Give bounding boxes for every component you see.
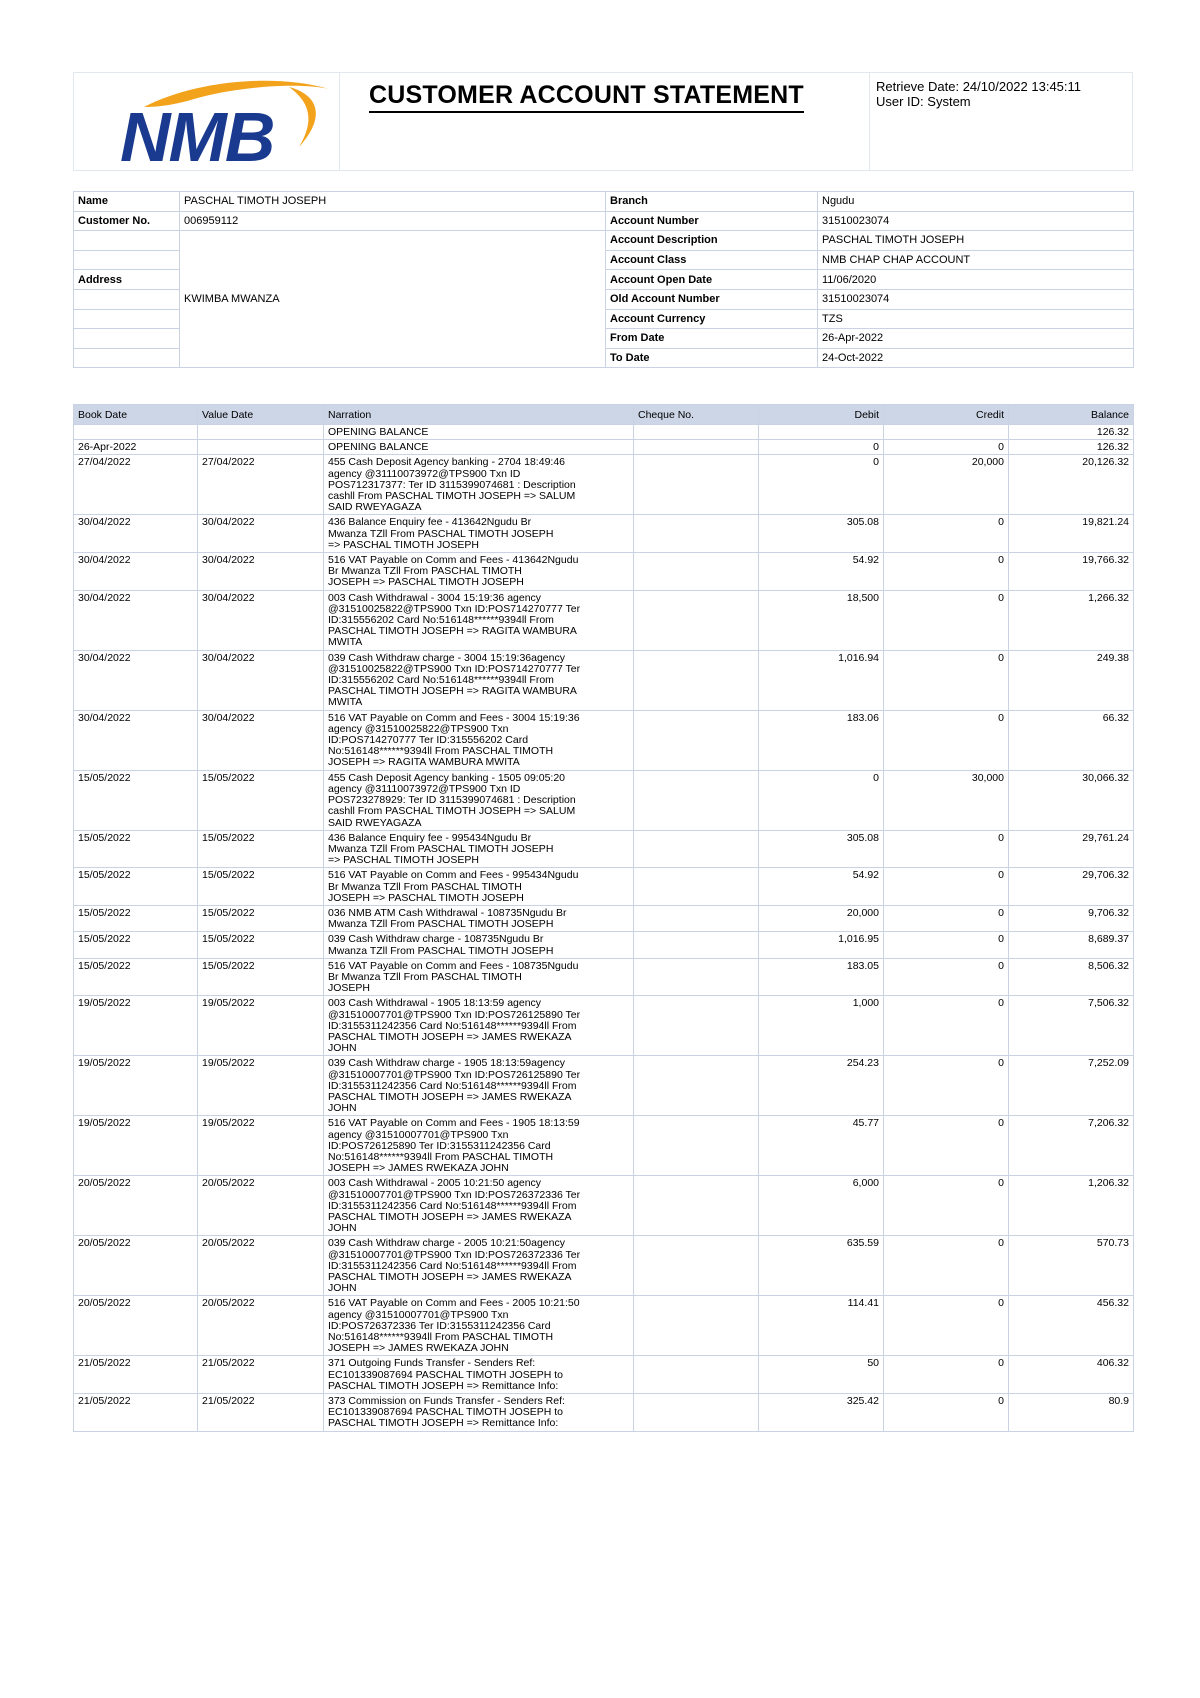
address-value bbox=[180, 231, 606, 368]
info-row bbox=[74, 192, 1134, 212]
value-date-cell bbox=[198, 425, 324, 440]
value-date-cell: 15/05/2022 bbox=[198, 932, 324, 958]
debit-cell: 1,016.94 bbox=[759, 650, 884, 710]
balance-cell: 80.9 bbox=[1009, 1394, 1134, 1432]
value-date-cell: 21/05/2022 bbox=[198, 1394, 324, 1432]
credit-cell: 0 bbox=[884, 905, 1009, 931]
logo-swoosh-tail bbox=[289, 87, 316, 147]
branch-value: Ngudu bbox=[818, 192, 1134, 212]
empty-cell bbox=[74, 231, 180, 251]
table-row bbox=[74, 932, 1134, 958]
value-date-cell: 15/05/2022 bbox=[198, 868, 324, 906]
balance-cell: 20,126.32 bbox=[1009, 455, 1134, 515]
book-date-cell: 21/05/2022 bbox=[74, 1356, 198, 1394]
book-date-cell: 15/05/2022 bbox=[74, 770, 198, 830]
book-date-cell: 30/04/2022 bbox=[74, 710, 198, 770]
logo-cell bbox=[74, 73, 340, 170]
balance-cell: 8,506.32 bbox=[1009, 958, 1134, 996]
name-value: PASCHAL TIMOTH JOSEPH bbox=[180, 192, 606, 212]
credit-cell: 0 bbox=[884, 932, 1009, 958]
table-row bbox=[74, 1116, 1134, 1176]
address-text: KWIMBA MWANZA bbox=[184, 293, 280, 306]
cheque-no-cell bbox=[634, 958, 759, 996]
account-class-label: Account Class bbox=[606, 250, 818, 270]
value-date-cell: 19/05/2022 bbox=[198, 1116, 324, 1176]
book-date-cell: 30/04/2022 bbox=[74, 590, 198, 650]
balance-cell: 66.32 bbox=[1009, 710, 1134, 770]
credit-cell: 20,000 bbox=[884, 455, 1009, 515]
book-date-cell: 30/04/2022 bbox=[74, 515, 198, 553]
balance-cell: 1,266.32 bbox=[1009, 590, 1134, 650]
book-date-cell: 15/05/2022 bbox=[74, 932, 198, 958]
credit-cell: 0 bbox=[884, 440, 1009, 455]
book-date-cell: 26-Apr-2022 bbox=[74, 440, 198, 455]
balance-cell: 19,821.24 bbox=[1009, 515, 1134, 553]
empty-cell bbox=[74, 329, 180, 349]
col-book-date: Book Date bbox=[74, 405, 198, 425]
debit-cell bbox=[759, 425, 884, 440]
table-row bbox=[74, 1236, 1134, 1296]
account-description-value: PASCHAL TIMOTH JOSEPH bbox=[818, 231, 1134, 251]
cheque-no-cell bbox=[634, 868, 759, 906]
from-date-label: From Date bbox=[606, 329, 818, 349]
table-row bbox=[74, 553, 1134, 591]
value-date-cell: 21/05/2022 bbox=[198, 1356, 324, 1394]
account-description-label: Account Description bbox=[606, 231, 818, 251]
credit-cell: 0 bbox=[884, 958, 1009, 996]
book-date-cell: 30/04/2022 bbox=[74, 650, 198, 710]
table-row bbox=[74, 868, 1134, 906]
table-row bbox=[74, 1394, 1134, 1432]
book-date-cell: 15/05/2022 bbox=[74, 905, 198, 931]
debit-cell: 305.08 bbox=[759, 830, 884, 868]
value-date-cell: 15/05/2022 bbox=[198, 905, 324, 931]
account-currency-value: TZS bbox=[818, 309, 1134, 329]
book-date-cell: 19/05/2022 bbox=[74, 1056, 198, 1116]
account-number-label: Account Number bbox=[606, 211, 818, 231]
cheque-no-cell bbox=[634, 1176, 759, 1236]
credit-cell: 0 bbox=[884, 590, 1009, 650]
balance-cell: 1,206.32 bbox=[1009, 1176, 1134, 1236]
address-label: Address bbox=[74, 270, 180, 290]
cheque-no-cell bbox=[634, 996, 759, 1056]
cheque-no-cell bbox=[634, 932, 759, 958]
debit-cell: 635.59 bbox=[759, 1236, 884, 1296]
credit-cell: 0 bbox=[884, 1356, 1009, 1394]
table-row bbox=[74, 710, 1134, 770]
narration-cell: 455 Cash Deposit Agency banking - 1505 09:05:20 agency @31110073972@TPS900 Txn ID POS723278929: Ter ID 3115399074681 : Description cashll From PASCHAL TIMOTH JOSEPH => SALUM SAID RWEYAGAZA bbox=[324, 770, 634, 830]
cheque-no-cell bbox=[634, 1356, 759, 1394]
credit-cell: 0 bbox=[884, 553, 1009, 591]
credit-cell: 0 bbox=[884, 710, 1009, 770]
debit-cell: 6,000 bbox=[759, 1176, 884, 1236]
value-date-cell: 15/05/2022 bbox=[198, 958, 324, 996]
old-account-number-value: 31510023074 bbox=[818, 289, 1134, 309]
cheque-no-cell bbox=[634, 770, 759, 830]
page-title: CUSTOMER ACCOUNT STATEMENT bbox=[369, 81, 804, 113]
book-date-cell: 20/05/2022 bbox=[74, 1236, 198, 1296]
cheque-no-cell bbox=[634, 830, 759, 868]
debit-cell: 0 bbox=[759, 440, 884, 455]
table-row bbox=[74, 830, 1134, 868]
cheque-no-cell bbox=[634, 590, 759, 650]
balance-cell: 7,506.32 bbox=[1009, 996, 1134, 1056]
cheque-no-cell bbox=[634, 1056, 759, 1116]
value-date-cell: 15/05/2022 bbox=[198, 830, 324, 868]
col-cheque-no: Cheque No. bbox=[634, 405, 759, 425]
value-date-cell: 15/05/2022 bbox=[198, 770, 324, 830]
credit-cell: 0 bbox=[884, 650, 1009, 710]
narration-cell: OPENING BALANCE bbox=[324, 425, 634, 440]
account-open-date-value: 11/06/2020 bbox=[818, 270, 1134, 290]
narration-cell: 039 Cash Withdraw charge - 108735Ngudu Br Mwanza TZll From PASCHAL TIMOTH JOSEPH bbox=[324, 932, 634, 958]
account-currency-label: Account Currency bbox=[606, 309, 818, 329]
debit-cell: 54.92 bbox=[759, 868, 884, 906]
transactions-table bbox=[73, 404, 1134, 1432]
value-date-cell: 27/04/2022 bbox=[198, 455, 324, 515]
old-account-number-label: Old Account Number bbox=[606, 289, 818, 309]
col-credit: Credit bbox=[884, 405, 1009, 425]
narration-cell: 039 Cash Withdraw charge - 1905 18:13:59agency @31510007701@TPS900 Txn ID:POS726125890 Ter ID:3155311242356 Card No:516148******9394ll From PASCHAL TIMOTH JOSEPH => JAMES RWEKAZA JOHN bbox=[324, 1056, 634, 1116]
credit-cell bbox=[884, 425, 1009, 440]
book-date-cell bbox=[74, 425, 198, 440]
narration-cell: 455 Cash Deposit Agency banking - 2704 18:49:46 agency @31110073972@TPS900 Txn ID POS712317377: Ter ID 3115399074681 : Description cashll From PASCHAL TIMOTH JOSEPH => SALUM SAID RWEYAGAZA bbox=[324, 455, 634, 515]
value-date-cell: 30/04/2022 bbox=[198, 553, 324, 591]
retrieve-date: Retrieve Date: 24/10/2022 13:45:11 bbox=[876, 79, 1082, 94]
credit-cell: 0 bbox=[884, 996, 1009, 1056]
value-date-cell: 20/05/2022 bbox=[198, 1236, 324, 1296]
table-row bbox=[74, 440, 1134, 455]
book-date-cell: 20/05/2022 bbox=[74, 1296, 198, 1356]
narration-cell: 003 Cash Withdrawal - 2005 10:21:50 agency @31510007701@TPS900 Txn ID:POS726372336 Ter ID:3155311242356 Card No:516148******9394ll From PASCHAL TIMOTH JOSEPH => JAMES RWEKAZA JOHN bbox=[324, 1176, 634, 1236]
balance-cell: 19,766.32 bbox=[1009, 553, 1134, 591]
credit-cell: 0 bbox=[884, 1296, 1009, 1356]
credit-cell: 0 bbox=[884, 1116, 1009, 1176]
cheque-no-cell bbox=[634, 440, 759, 455]
narration-cell: 436 Balance Enquiry fee - 413642Ngudu Br Mwanza TZll From PASCHAL TIMOTH JOSEPH => PASCHAL TIMOTH JOSEPH bbox=[324, 515, 634, 553]
balance-cell: 249.38 bbox=[1009, 650, 1134, 710]
credit-cell: 0 bbox=[884, 830, 1009, 868]
balance-cell: 7,206.32 bbox=[1009, 1116, 1134, 1176]
table-row bbox=[74, 905, 1134, 931]
debit-cell: 0 bbox=[759, 770, 884, 830]
book-date-cell: 15/05/2022 bbox=[74, 830, 198, 868]
col-debit: Debit bbox=[759, 405, 884, 425]
cheque-no-cell bbox=[634, 1394, 759, 1432]
value-date-cell: 30/04/2022 bbox=[198, 590, 324, 650]
book-date-cell: 27/04/2022 bbox=[74, 455, 198, 515]
empty-cell bbox=[74, 250, 180, 270]
credit-cell: 0 bbox=[884, 1236, 1009, 1296]
value-date-cell: 20/05/2022 bbox=[198, 1296, 324, 1356]
narration-cell: 371 Outgoing Funds Transfer - Senders Ref: EC101339087694 PASCHAL TIMOTH JOSEPH to PASCHAL TIMOTH JOSEPH => Remittance Info: bbox=[324, 1356, 634, 1394]
balance-cell: 30,066.32 bbox=[1009, 770, 1134, 830]
balance-cell: 9,706.32 bbox=[1009, 905, 1134, 931]
table-row bbox=[74, 590, 1134, 650]
account-open-date-label: Account Open Date bbox=[606, 270, 818, 290]
debit-cell: 0 bbox=[759, 455, 884, 515]
table-row bbox=[74, 770, 1134, 830]
balance-cell: 7,252.09 bbox=[1009, 1056, 1134, 1116]
account-info-table bbox=[73, 191, 1134, 368]
debit-cell: 1,000 bbox=[759, 996, 884, 1056]
cheque-no-cell bbox=[634, 650, 759, 710]
balance-cell: 29,761.24 bbox=[1009, 830, 1134, 868]
book-date-cell: 15/05/2022 bbox=[74, 958, 198, 996]
debit-cell: 1,016.95 bbox=[759, 932, 884, 958]
debit-cell: 114.41 bbox=[759, 1296, 884, 1356]
narration-cell: 516 VAT Payable on Comm and Fees - 995434Ngudu Br Mwanza TZll From PASCHAL TIMOTH JOSEPH => PASCHAL TIMOTH JOSEPH bbox=[324, 868, 634, 906]
table-row bbox=[74, 455, 1134, 515]
table-row bbox=[74, 425, 1134, 440]
credit-cell: 0 bbox=[884, 868, 1009, 906]
info-row bbox=[74, 231, 1134, 251]
credit-cell: 0 bbox=[884, 515, 1009, 553]
debit-cell: 50 bbox=[759, 1356, 884, 1394]
cheque-no-cell bbox=[634, 425, 759, 440]
customer-no-label: Customer No. bbox=[74, 211, 180, 231]
debit-cell: 254.23 bbox=[759, 1056, 884, 1116]
cheque-no-cell bbox=[634, 1116, 759, 1176]
narration-cell: 516 VAT Payable on Comm and Fees - 2005 10:21:50 agency @31510007701@TPS900 Txn ID:POS726372336 Ter ID:3155311242356 Card No:516148******9394ll From PASCHAL TIMOTH JOSEPH => JAMES RWEKAZA JOHN bbox=[324, 1296, 634, 1356]
to-date-value: 24-Oct-2022 bbox=[818, 348, 1134, 368]
balance-cell: 126.32 bbox=[1009, 440, 1134, 455]
credit-cell: 0 bbox=[884, 1056, 1009, 1116]
narration-cell: OPENING BALANCE bbox=[324, 440, 634, 455]
book-date-cell: 15/05/2022 bbox=[74, 868, 198, 906]
account-number-value: 31510023074 bbox=[818, 211, 1134, 231]
narration-cell: 516 VAT Payable on Comm and Fees - 108735Ngudu Br Mwanza TZll From PASCHAL TIMOTH JOSEPH bbox=[324, 958, 634, 996]
empty-cell bbox=[74, 309, 180, 329]
debit-cell: 18,500 bbox=[759, 590, 884, 650]
statement-header bbox=[73, 72, 1133, 171]
table-row bbox=[74, 515, 1134, 553]
book-date-cell: 19/05/2022 bbox=[74, 1116, 198, 1176]
account-class-value: NMB CHAP CHAP ACCOUNT bbox=[818, 250, 1134, 270]
cheque-no-cell bbox=[634, 553, 759, 591]
table-row bbox=[74, 996, 1134, 1056]
cheque-no-cell bbox=[634, 905, 759, 931]
balance-cell: 570.73 bbox=[1009, 1236, 1134, 1296]
narration-cell: 373 Commission on Funds Transfer - Senders Ref: EC101339087694 PASCHAL TIMOTH JOSEPH to PASCHAL TIMOTH JOSEPH => Remittance Info: bbox=[324, 1394, 634, 1432]
credit-cell: 0 bbox=[884, 1176, 1009, 1236]
balance-cell: 456.32 bbox=[1009, 1296, 1134, 1356]
to-date-label: To Date bbox=[606, 348, 818, 368]
value-date-cell: 19/05/2022 bbox=[198, 1056, 324, 1116]
debit-cell: 54.92 bbox=[759, 553, 884, 591]
logo-text: NMB bbox=[120, 98, 274, 169]
narration-cell: 039 Cash Withdraw charge - 2005 10:21:50agency @31510007701@TPS900 Txn ID:POS726372336 Ter ID:3155311242356 Card No:516148******9394ll From PASCHAL TIMOTH JOSEPH => JAMES RWEKAZA JOHN bbox=[324, 1236, 634, 1296]
narration-cell: 436 Balance Enquiry fee - 995434Ngudu Br Mwanza TZll From PASCHAL TIMOTH JOSEPH => PASCHAL TIMOTH JOSEPH bbox=[324, 830, 634, 868]
debit-cell: 325.42 bbox=[759, 1394, 884, 1432]
col-balance: Balance bbox=[1009, 405, 1134, 425]
title-cell bbox=[339, 73, 870, 170]
value-date-cell: 30/04/2022 bbox=[198, 650, 324, 710]
info-row bbox=[74, 211, 1134, 231]
cheque-no-cell bbox=[634, 1296, 759, 1356]
empty-cell bbox=[74, 289, 180, 309]
empty-cell bbox=[74, 348, 180, 368]
table-row bbox=[74, 1056, 1134, 1116]
narration-cell: 516 VAT Payable on Comm and Fees - 3004 15:19:36 agency @31510025822@TPS900 Txn ID:POS714270777 Ter ID:315556202 Card No:516148******9394ll From PASCHAL TIMOTH JOSEPH => RAGITA WAMBURA MWITA bbox=[324, 710, 634, 770]
col-value-date: Value Date bbox=[198, 405, 324, 425]
meta-cell bbox=[869, 73, 1132, 170]
value-date-cell: 20/05/2022 bbox=[198, 1176, 324, 1236]
book-date-cell: 30/04/2022 bbox=[74, 553, 198, 591]
branch-label: Branch bbox=[606, 192, 818, 212]
table-row bbox=[74, 1176, 1134, 1236]
narration-cell: 516 VAT Payable on Comm and Fees - 413642Ngudu Br Mwanza TZll From PASCHAL TIMOTH JOSEPH => PASCHAL TIMOTH JOSEPH bbox=[324, 553, 634, 591]
table-row bbox=[74, 1356, 1134, 1394]
cheque-no-cell bbox=[634, 710, 759, 770]
balance-cell: 29,706.32 bbox=[1009, 868, 1134, 906]
debit-cell: 183.06 bbox=[759, 710, 884, 770]
value-date-cell: 19/05/2022 bbox=[198, 996, 324, 1056]
from-date-value: 26-Apr-2022 bbox=[818, 329, 1134, 349]
nmb-logo bbox=[114, 77, 334, 169]
narration-cell: 036 NMB ATM Cash Withdrawal - 108735Ngudu Br Mwanza TZll From PASCHAL TIMOTH JOSEPH bbox=[324, 905, 634, 931]
name-label: Name bbox=[74, 192, 180, 212]
value-date-cell bbox=[198, 440, 324, 455]
debit-cell: 183.05 bbox=[759, 958, 884, 996]
table-row bbox=[74, 1296, 1134, 1356]
transactions-body bbox=[74, 425, 1134, 1432]
narration-cell: 003 Cash Withdrawal - 3004 15:19:36 agency @31510025822@TPS900 Txn ID:POS714270777 Ter ID:315556202 Card No:516148******9394ll From PASCHAL TIMOTH JOSEPH => RAGITA WAMBURA MWITA bbox=[324, 590, 634, 650]
value-date-cell: 30/04/2022 bbox=[198, 515, 324, 553]
debit-cell: 45.77 bbox=[759, 1116, 884, 1176]
debit-cell: 305.08 bbox=[759, 515, 884, 553]
book-date-cell: 21/05/2022 bbox=[74, 1394, 198, 1432]
narration-cell: 516 VAT Payable on Comm and Fees - 1905 18:13:59 agency @31510007701@TPS900 Txn ID:POS726125890 Ter ID:3155311242356 Card No:516148******9394ll From PASCHAL TIMOTH JOSEPH => JAMES RWEKAZA JOHN bbox=[324, 1116, 634, 1176]
debit-cell: 20,000 bbox=[759, 905, 884, 931]
balance-cell: 8,689.37 bbox=[1009, 932, 1134, 958]
credit-cell: 0 bbox=[884, 1394, 1009, 1432]
col-narration: Narration bbox=[324, 405, 634, 425]
narration-cell: 039 Cash Withdraw charge - 3004 15:19:36agency @31510025822@TPS900 Txn ID:POS714270777 Ter ID:315556202 Card No:516148******9394ll From PASCHAL TIMOTH JOSEPH => RAGITA WAMBURA MWITA bbox=[324, 650, 634, 710]
book-date-cell: 19/05/2022 bbox=[74, 996, 198, 1056]
table-row bbox=[74, 650, 1134, 710]
balance-cell: 406.32 bbox=[1009, 1356, 1134, 1394]
customer-no-value: 006959112 bbox=[180, 211, 606, 231]
credit-cell: 30,000 bbox=[884, 770, 1009, 830]
user-id: User ID: System bbox=[876, 94, 971, 109]
cheque-no-cell bbox=[634, 455, 759, 515]
book-date-cell: 20/05/2022 bbox=[74, 1176, 198, 1236]
cheque-no-cell bbox=[634, 515, 759, 553]
narration-cell: 003 Cash Withdrawal - 1905 18:13:59 agency @31510007701@TPS900 Txn ID:POS726125890 Ter ID:3155311242356 Card No:516148******9394ll From PASCHAL TIMOTH JOSEPH => JAMES RWEKAZA JOHN bbox=[324, 996, 634, 1056]
table-row bbox=[74, 958, 1134, 996]
balance-cell: 126.32 bbox=[1009, 425, 1134, 440]
table-header-row bbox=[74, 405, 1134, 425]
value-date-cell: 30/04/2022 bbox=[198, 710, 324, 770]
cheque-no-cell bbox=[634, 1236, 759, 1296]
